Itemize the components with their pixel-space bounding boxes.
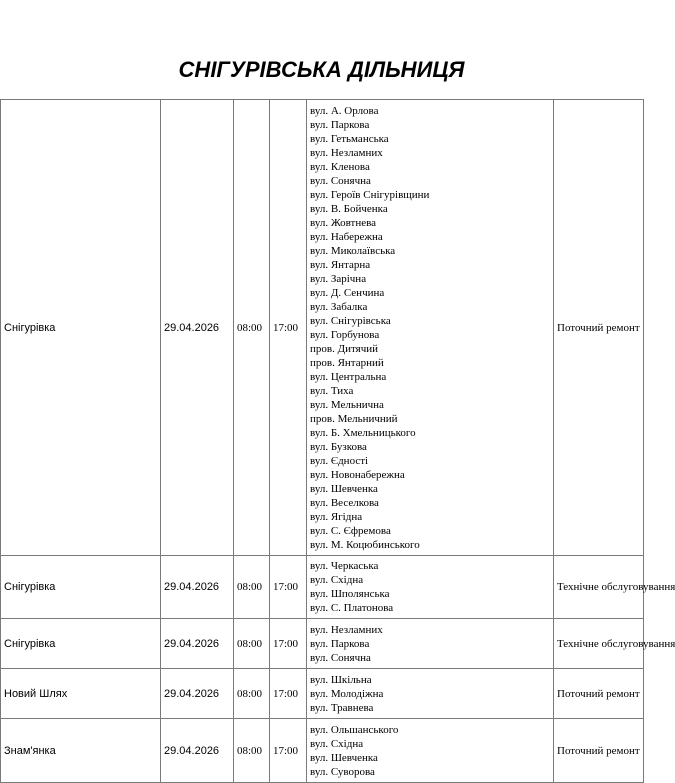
street-item: вул. Кленова [310, 160, 370, 173]
street-item: вул. Шкільна [310, 673, 372, 686]
street-item: вул. М. Коцюбинського [310, 538, 420, 551]
end-time-cell: 17:00 [270, 556, 307, 619]
street-item: вул. А. Орлова [310, 104, 379, 117]
street-item: вул. Набережна [310, 230, 383, 243]
settlement-cell: Снігурівка [1, 556, 161, 619]
street-item: вул. Шполянська [310, 588, 390, 600]
settlement-cell: Снігурівка [1, 619, 161, 669]
street-item: вул. Незламних [310, 146, 383, 159]
street-item: вул. Суворова [310, 765, 375, 778]
street-item: вул. Жовтнева [310, 216, 377, 229]
date-cell: 29.04.2026 [161, 719, 234, 783]
table-row [1, 719, 644, 783]
street-item: вул. Б. Хмельницького [310, 426, 416, 439]
street-item: вул. В. Бойченка [310, 202, 388, 215]
start-time-cell: 08:00 [234, 669, 270, 719]
street-item: вул. Мельнична [310, 398, 384, 411]
street-item: вул. Центральна [310, 370, 387, 383]
settlement-cell: Новий Шлях [1, 669, 161, 719]
street-item: вул. Сонячна [310, 174, 371, 187]
streets-cell [307, 556, 554, 619]
reason-cell: Поточний ремонт [554, 719, 644, 783]
street-item: вул. Сонячна [310, 651, 371, 664]
settlement-cell: Знам'янка [1, 719, 161, 783]
street-item: вул. Веселкова [310, 496, 379, 509]
reason-cell: Технічне обслуговування [554, 619, 644, 669]
street-item: вул. Східна [310, 737, 364, 750]
street-item: пров. Мельничний [310, 412, 398, 425]
street-item: вул. Молодіжна [310, 687, 384, 700]
street-item: вул. Ягідна [310, 510, 363, 523]
street-item: пров. Янтарний [310, 356, 384, 369]
street-item: вул. Шевченка [310, 751, 378, 764]
date-cell: 29.04.2026 [161, 669, 234, 719]
streets-cell [307, 719, 554, 783]
street-item: вул. Шевченка [310, 482, 378, 495]
street-item: вул. Єдності [310, 454, 369, 467]
street-item: вул. Ольшанського [310, 723, 399, 736]
settlement-cell: Снігурівка [1, 100, 161, 556]
street-item: вул. Героїв Снігурівщини [310, 188, 430, 201]
table-row [1, 669, 644, 719]
table-row [1, 100, 644, 556]
street-item: вул. Гетьманська [310, 132, 389, 145]
page-title: СНІГУРІВСЬКА ДІЛЬНИЦЯ [178, 57, 465, 82]
street-item: вул. Новонабережна [310, 468, 405, 481]
reason-cell: Поточний ремонт [554, 669, 644, 719]
streets-cell [307, 619, 554, 669]
street-item: вул. Незламних [310, 623, 383, 636]
start-time-cell: 08:00 [234, 719, 270, 783]
date-cell: 29.04.2026 [161, 556, 234, 619]
end-time-cell: 17:00 [270, 669, 307, 719]
street-item: вул. С. Платонова [310, 602, 394, 614]
street-item: вул. Миколаївська [310, 244, 396, 257]
street-item: вул. Паркова [310, 637, 370, 650]
streets-cell [307, 100, 554, 556]
table-row [1, 556, 644, 619]
street-item: пров. Дитячий [310, 342, 378, 355]
street-item: вул. Паркова [310, 118, 370, 131]
date-cell: 29.04.2026 [161, 100, 234, 556]
start-time-cell: 08:00 [234, 556, 270, 619]
street-item: вул. Травнева [310, 701, 374, 714]
streets-cell [307, 669, 554, 719]
start-time-cell: 08:00 [234, 100, 270, 556]
street-item: вул. Д. Сенчина [310, 286, 385, 299]
outage-schedule-table [0, 99, 675, 783]
street-item: вул. Зарічна [310, 272, 367, 285]
start-time-cell: 08:00 [234, 619, 270, 669]
street-item: вул. Черкаська [310, 560, 379, 572]
date-cell: 29.04.2026 [161, 619, 234, 669]
reason-cell: Поточний ремонт [554, 100, 644, 556]
end-time-cell: 17:00 [270, 619, 307, 669]
street-item: вул. Східна [310, 574, 364, 586]
street-item: вул. Снігурівська [310, 314, 391, 327]
street-item: вул. Забалка [310, 300, 368, 313]
street-item: вул. Янтарна [310, 258, 371, 271]
street-item: вул. Горбунова [310, 328, 380, 341]
street-item: вул. С. Єфремова [310, 524, 391, 537]
street-item: вул. Бузкова [310, 440, 367, 453]
street-item: вул. Тиха [310, 384, 354, 397]
table-row [1, 619, 644, 669]
end-time-cell: 17:00 [270, 100, 307, 556]
end-time-cell: 17:00 [270, 719, 307, 783]
reason-cell: Технічне обслуговування [554, 556, 644, 619]
